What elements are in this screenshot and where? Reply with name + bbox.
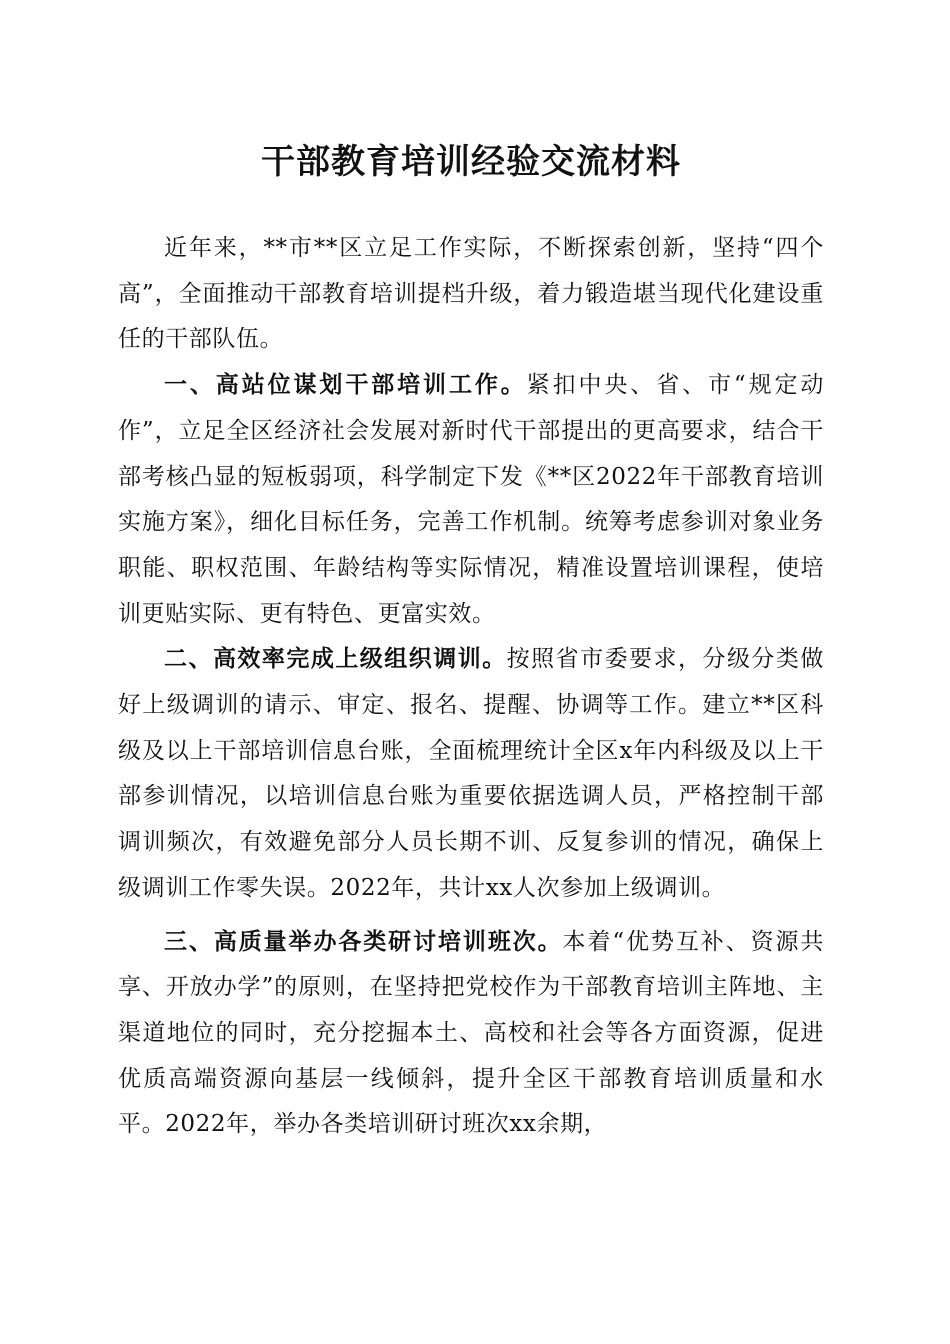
section-3-body: 本着“优势互补、资源共享、开放办学”的原则，在坚持把党校作为干部教育培训主阵地、主渠道地位的同时，充分挖掘本土、高校和社会等各方面资源，促进优质高端资源向基层一线倾斜，提升全区干部教育培训质量和水平。2022年，举办各类培训研讨班次xx余期， bbox=[118, 928, 824, 1138]
document-title: 干部教育培训经验交流材料 bbox=[261, 142, 681, 182]
section-3-heading: 三、高质量举办各类研讨培训班次。 bbox=[164, 928, 563, 955]
section-1-body: 紧扣中央、省、市“规定动作”，立足全区经济社会发展对新时代干部提出的更高要求，结合干部考核凸显的短板弱项，科学制定下发《**区2022年干部教育培训实施方案》，细化目标任务，完善工作机制。统筹考虑参训对象业务职能、职权范围、年龄结构等实际情况，精准设置培训课程，使培训更贴实际、更有特色、更富实效。 bbox=[118, 372, 824, 627]
intro-paragraph: 近年来，**市**区立足工作实际，不断探索创新，坚持“四个高”，全面推动干部教育培训提档升级，着力锻造堪当现代化建设重任的干部队伍。 bbox=[118, 235, 824, 353]
section-1-heading: 一、高站位谋划干部培训工作。 bbox=[164, 372, 527, 399]
section-2-paragraph bbox=[118, 637, 824, 911]
section-2-body: 按照省市委要求，分级分类做好上级调训的请示、审定、报名、提醒、协调等工作。建立**区科级及以上干部培训信息台账，全面梳理统计全区x年内科级及以上干部参训情况，以培训信息台账为重要依据选调人员，严格控制干部调训频次，有效避免部分人员长期不训、反复参训的情况，确保上级调训工作零失误。2022年，共计xx人次参加上级调训。 bbox=[118, 646, 824, 901]
section-1-paragraph bbox=[118, 363, 824, 637]
section-3-paragraph bbox=[118, 920, 824, 1149]
section-2-heading: 二、高效率完成上级组织调训。 bbox=[164, 646, 507, 673]
